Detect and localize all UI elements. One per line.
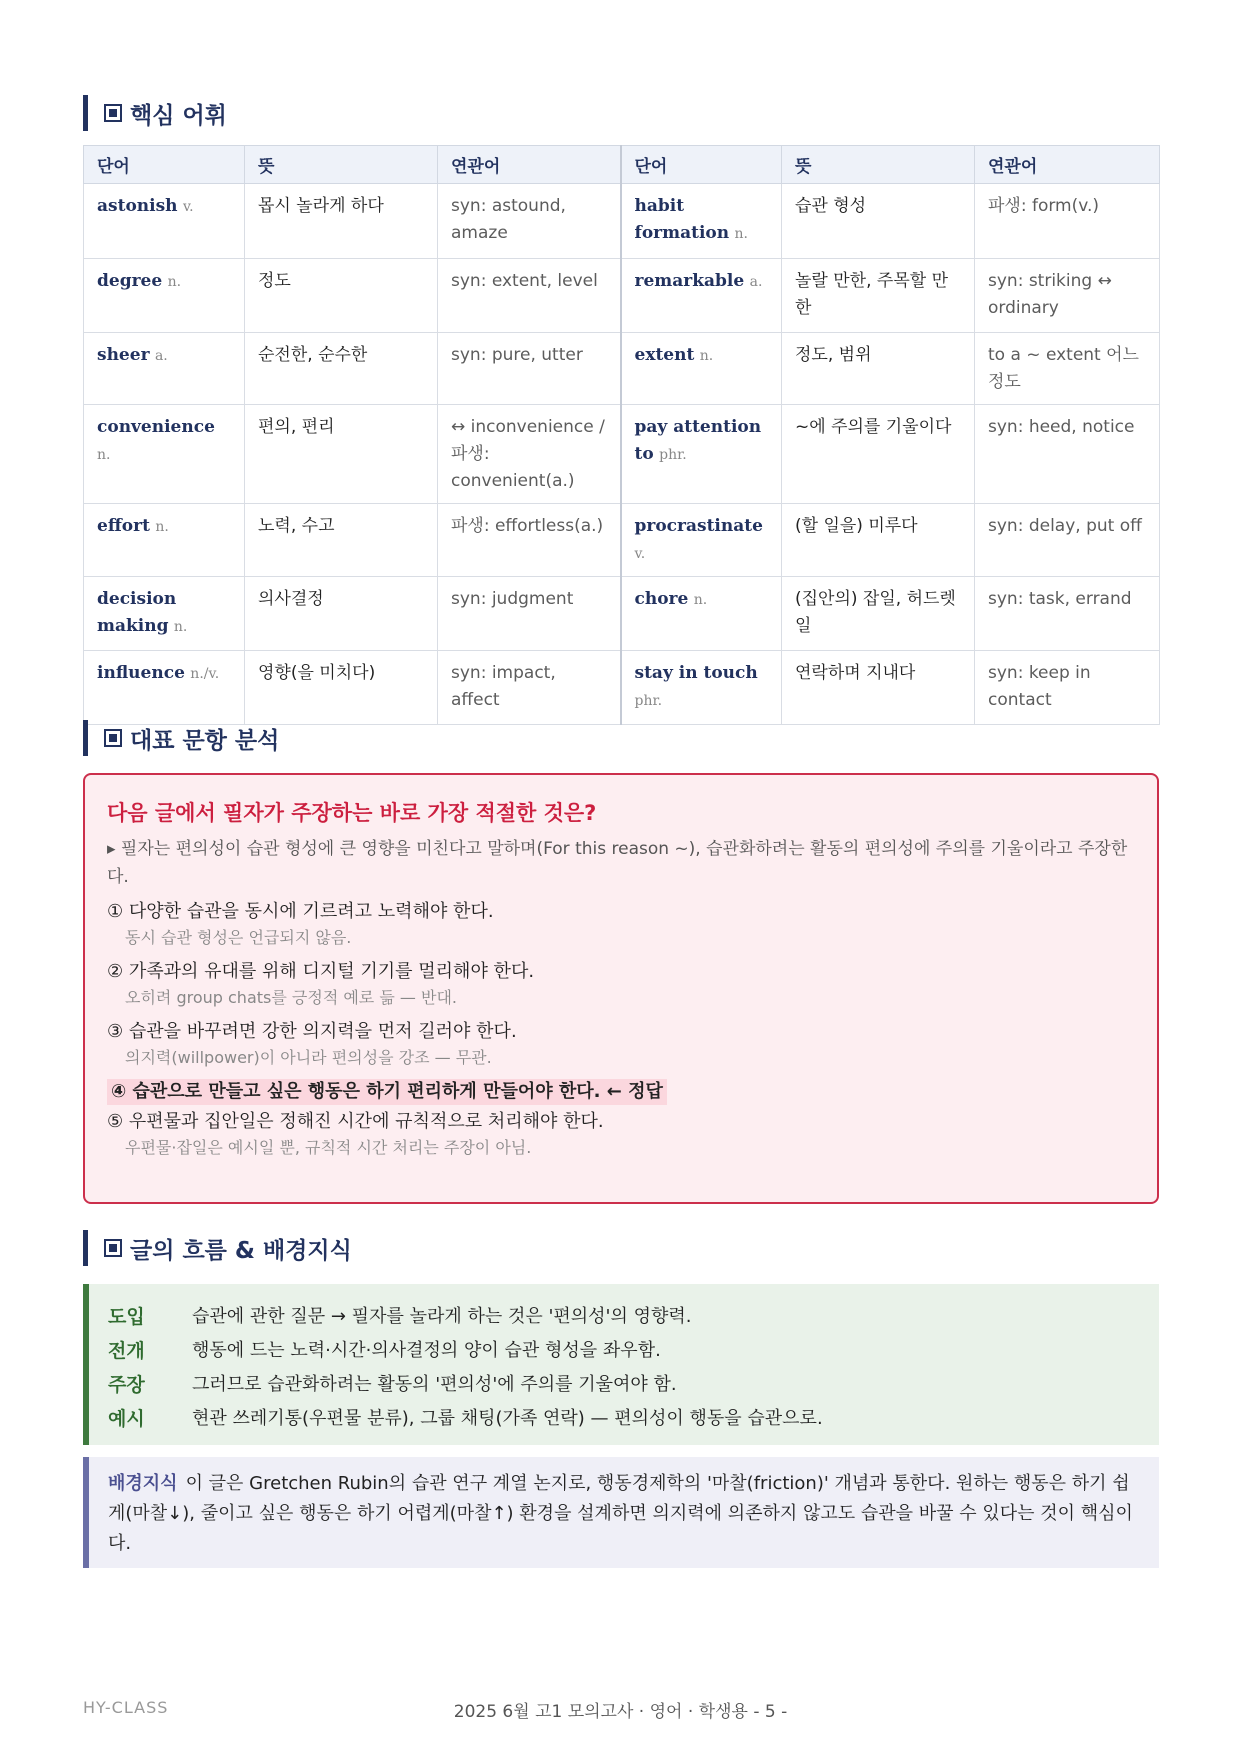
- square-bullet-icon: [104, 729, 122, 747]
- vocab-word-cell: [621, 577, 782, 651]
- option-note: 오히려 group chats를 긍정적 예로 듦 — 반대.: [125, 988, 457, 1007]
- vocab-word: degree: [97, 271, 163, 291]
- vocab-word: extent: [634, 345, 695, 365]
- vocab-related: syn: astound, amaze: [438, 184, 621, 259]
- vocab-word-cell: [621, 504, 782, 577]
- vocab-word-cell: [621, 259, 782, 333]
- background-text: 이 글은 Gretchen Rubin의 습관 연구 계열 논지로, 행동경제학의 '마찰(friction)' 개념과 통한다. 원하는 행동은 하기 쉽게(마찰↓), 줄이고 싶은 행동은 하기 어렵게(마찰↑) 환경을 설계하면 의지력에 의존하지 않고도 습관을 바꿀 수 있다는 것이 핵심이다.: [108, 1473, 1133, 1554]
- part-of-speech: n.: [699, 348, 714, 364]
- flow-box: [83, 1284, 1159, 1445]
- section-header-analysis: [83, 720, 279, 756]
- answer-option: [107, 899, 1135, 951]
- table-row: [84, 651, 1160, 725]
- table-row: [84, 405, 1160, 504]
- flow-text: 그러므로 습관화하려는 활동의 '편의성'에 주의를 기울여야 함.: [192, 1374, 677, 1395]
- vocab-word-cell: [84, 405, 245, 504]
- vocab-meaning: 편의, 편리: [245, 405, 438, 504]
- vocab-related: syn: keep in contact: [975, 651, 1160, 725]
- flow-row: [108, 1366, 1159, 1400]
- table-row: [84, 504, 1160, 577]
- part-of-speech: phr.: [659, 447, 687, 463]
- correct-answer: ④ 습관으로 만들고 싶은 행동은 하기 편리하게 만들어야 한다. ← 정답: [107, 1079, 667, 1105]
- flow-text: 습관에 관한 질문 → 필자를 놀라게 하는 것은 '편의성'의 영향력.: [192, 1306, 692, 1327]
- answer-option: [107, 1109, 1135, 1161]
- vocab-word: effort: [97, 516, 150, 536]
- option-note: 우편물·잡일은 예시일 뿐, 규칙적 시간 처리는 주장이 아님.: [125, 1138, 532, 1157]
- vocab-meaning: 놀랄 만한, 주목할 만한: [782, 259, 975, 333]
- vocab-related: syn: extent, level: [438, 259, 621, 333]
- question-title: 다음 글에서 필자가 주장하는 바로 가장 적절한 것은?: [107, 801, 597, 825]
- vocab-meaning: 노력, 수고: [245, 504, 438, 577]
- vocab-word-cell: [84, 577, 245, 651]
- background-label: 배경지식: [108, 1473, 178, 1494]
- vocab-meaning: (집안의) 잡일, 허드렛일: [782, 577, 975, 651]
- vocab-meaning: 영향(을 미치다): [245, 651, 438, 725]
- table-row: [84, 184, 1160, 259]
- flow-text: 현관 쓰레기통(우편물 분류), 그룹 채팅(가족 연락) — 편의성이 행동을 습관으로.: [192, 1408, 823, 1429]
- column-header: 단어: [84, 146, 245, 184]
- flow-row: [108, 1400, 1159, 1434]
- question-box: [83, 773, 1159, 1204]
- vocab-related: ↔ inconvenience / 파생: convenient(a.): [438, 405, 621, 504]
- vocab-word: convenience: [97, 417, 215, 437]
- vocab-word-cell: [621, 651, 782, 725]
- vocab-table: [83, 145, 1160, 725]
- vocab-word: influence: [97, 663, 185, 683]
- flow-label: 전개: [108, 1339, 145, 1362]
- vocab-word: sheer: [97, 345, 150, 365]
- answer-option: [107, 959, 1135, 1011]
- vocab-meaning: ~에 주의를 기울이다: [782, 405, 975, 504]
- flow-label: 주장: [108, 1373, 145, 1396]
- vocab-related: syn: striking ↔ ordinary: [975, 259, 1160, 333]
- vocab-related: syn: judgment: [438, 577, 621, 651]
- part-of-speech: n.: [167, 274, 182, 290]
- vocab-meaning: 습관 형성: [782, 184, 975, 259]
- part-of-speech: n.: [693, 592, 708, 608]
- vocab-word: astonish: [97, 196, 178, 216]
- vocab-related: 파생: effortless(a.): [438, 504, 621, 577]
- part-of-speech: a.: [749, 274, 763, 290]
- answer-option: [107, 1019, 1135, 1071]
- part-of-speech: v.: [182, 199, 194, 215]
- part-of-speech: n.: [734, 226, 748, 242]
- vocab-meaning: (할 일을) 미루다: [782, 504, 975, 577]
- column-header: 연관어: [438, 146, 621, 184]
- vocab-related: syn: pure, utter: [438, 333, 621, 405]
- vocab-meaning: 연락하며 지내다: [782, 651, 975, 725]
- background-knowledge-box: [83, 1457, 1159, 1568]
- column-header: 뜻: [245, 146, 438, 184]
- vocab-related: syn: heed, notice: [975, 405, 1160, 504]
- table-row: [84, 577, 1160, 651]
- part-of-speech: phr.: [634, 693, 663, 709]
- section-title: 핵심 어휘: [130, 102, 227, 129]
- table-header-row: [84, 146, 1160, 184]
- table-row: [84, 333, 1160, 405]
- vocab-word: procrastinate: [634, 516, 763, 536]
- vocab-word: chore: [634, 589, 689, 609]
- vocab-word-cell: [84, 333, 245, 405]
- vocab-word-cell: [84, 504, 245, 577]
- option-text: ③ 습관을 바꾸려면 강한 의지력을 먼저 길러야 한다.: [107, 1021, 517, 1042]
- option-text: ⑤ 우편물과 집안일은 정해진 시간에 규칙적으로 처리해야 한다.: [107, 1111, 604, 1132]
- flow-label: 예시: [108, 1407, 145, 1430]
- vocab-related: to a ~ extent 어느 정도: [975, 333, 1160, 405]
- part-of-speech: n./v.: [190, 666, 220, 682]
- option-text: ① 다양한 습관을 동시에 기르려고 노력해야 한다.: [107, 901, 494, 922]
- square-bullet-icon: [104, 104, 122, 122]
- vocab-word: decision making: [97, 589, 177, 636]
- vocab-word-cell: [84, 184, 245, 259]
- option-text: ② 가족과의 유대를 위해 디지털 기기를 멀리해야 한다.: [107, 961, 535, 982]
- section-title: 대표 문항 분석: [130, 727, 280, 754]
- vocab-word-cell: [621, 184, 782, 259]
- square-bullet-icon: [104, 1239, 122, 1257]
- section-header-vocab: [83, 95, 227, 131]
- part-of-speech: n.: [155, 519, 169, 535]
- part-of-speech: v.: [634, 546, 646, 562]
- vocab-meaning: 정도: [245, 259, 438, 333]
- section-title: 글의 흐름 & 배경지식: [130, 1237, 352, 1264]
- part-of-speech: n.: [173, 619, 188, 635]
- vocab-meaning: 의사결정: [245, 577, 438, 651]
- vocab-word: habit formation: [634, 196, 730, 243]
- option-note: 의지력(willpower)이 아니라 편의성을 강조 — 무관.: [125, 1048, 492, 1067]
- vocab-word: pay attention to: [634, 417, 762, 464]
- section-header-flow: [83, 1230, 352, 1266]
- vocab-word: stay in touch: [634, 663, 758, 683]
- option-note: 동시 습관 형성은 언급되지 않음.: [125, 928, 352, 947]
- vocab-related: 파생: form(v.): [975, 184, 1160, 259]
- part-of-speech: a.: [154, 348, 168, 364]
- table-row: [84, 259, 1160, 333]
- part-of-speech: n.: [97, 447, 111, 463]
- vocab-meaning: 순전한, 순수한: [245, 333, 438, 405]
- footer-page-info: 2025 6월 고1 모의고사 · 영어 · 학생용 - 5 -: [453, 1702, 788, 1722]
- vocab-related: syn: task, errand: [975, 577, 1160, 651]
- flow-text: 행동에 드는 노력·시간·의사결정의 양이 습관 형성을 좌우함.: [192, 1340, 661, 1361]
- flow-row: [108, 1332, 1159, 1366]
- vocab-word: remarkable: [634, 271, 745, 291]
- column-header: 연관어: [975, 146, 1160, 184]
- vocab-word-cell: [621, 333, 782, 405]
- question-summary: ▸ 필자는 편의성이 습관 형성에 큰 영향을 미친다고 말하며(For this reason ~), 습관화하려는 활동의 편의성에 주의를 기울이라고 주장한다.: [107, 839, 1128, 887]
- footer-brand: HY-CLASS: [83, 1698, 169, 1717]
- flow-row: [108, 1298, 1159, 1332]
- flow-label: 도입: [108, 1305, 145, 1328]
- vocab-meaning: 몹시 놀라게 하다: [245, 184, 438, 259]
- column-header: 뜻: [782, 146, 975, 184]
- column-header: 단어: [621, 146, 782, 184]
- vocab-word-cell: [621, 405, 782, 504]
- vocab-word-cell: [84, 259, 245, 333]
- vocab-word-cell: [84, 651, 245, 725]
- vocab-meaning: 정도, 범위: [782, 333, 975, 405]
- vocab-related: syn: delay, put off: [975, 504, 1160, 577]
- vocab-related: syn: impact, affect: [438, 651, 621, 725]
